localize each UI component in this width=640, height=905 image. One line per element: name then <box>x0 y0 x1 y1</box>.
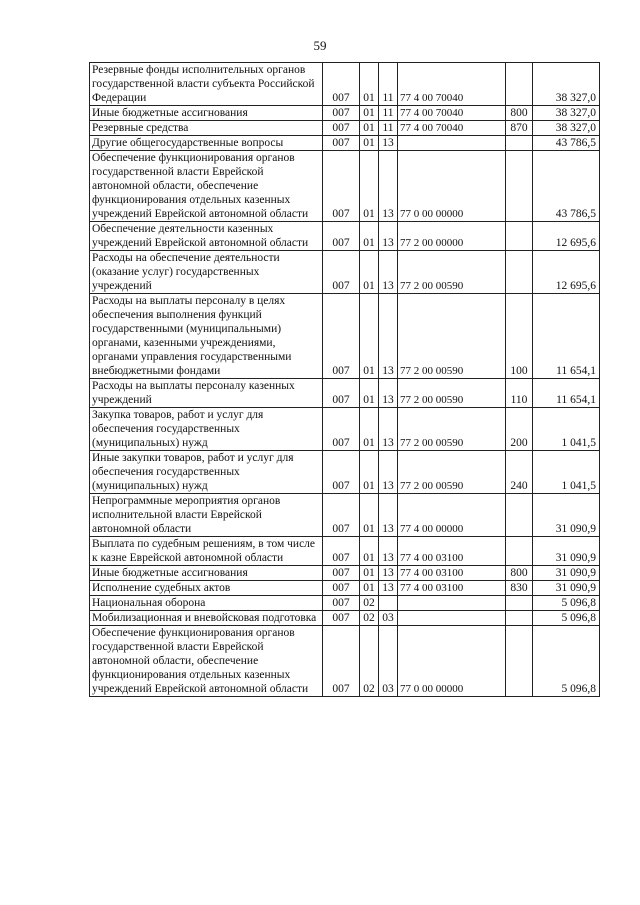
cell-rz: 01 <box>360 151 379 222</box>
cell-sum: 38 327,0 <box>533 121 600 136</box>
cell-pr: 13 <box>379 451 398 494</box>
cell-vr: 110 <box>506 379 533 408</box>
cell-ved: 007 <box>323 151 360 222</box>
cell-sum: 5 096,8 <box>533 626 600 697</box>
table-row <box>90 251 600 294</box>
cell-vr: 200 <box>506 408 533 451</box>
cell-sum: 11 654,1 <box>533 294 600 379</box>
cell-csr: 77 4 00 70040 <box>398 121 506 136</box>
cell-pr: 13 <box>379 222 398 251</box>
table-row <box>90 611 600 626</box>
cell-vr <box>506 151 533 222</box>
cell-ved: 007 <box>323 408 360 451</box>
cell-sum: 5 096,8 <box>533 596 600 611</box>
cell-name: Обеспечение функционирования органов государственной власти Еврейской автономной области, обеспечение функционирования отдельных казенных учреждений Еврейской автономной области <box>90 151 323 222</box>
cell-pr: 13 <box>379 566 398 581</box>
cell-ved: 007 <box>323 121 360 136</box>
cell-name: Иные бюджетные ассигнования <box>90 566 323 581</box>
table-row <box>90 121 600 136</box>
cell-rz: 01 <box>360 136 379 151</box>
cell-name: Обеспечение функционирования органов государственной власти Еврейской автономной области, обеспечение функционирования отдельных казенных учреждений Еврейской автономной области <box>90 626 323 697</box>
cell-vr: 240 <box>506 451 533 494</box>
cell-sum: 12 695,6 <box>533 251 600 294</box>
cell-pr: 13 <box>379 537 398 566</box>
cell-sum: 31 090,9 <box>533 566 600 581</box>
cell-vr <box>506 596 533 611</box>
cell-csr: 77 4 00 00000 <box>398 494 506 537</box>
cell-csr: 77 2 00 00590 <box>398 294 506 379</box>
cell-csr: 77 4 00 03100 <box>398 581 506 596</box>
cell-name: Непрограммные мероприятия органов исполнительной власти Еврейской автономной области <box>90 494 323 537</box>
cell-csr <box>398 596 506 611</box>
cell-pr: 13 <box>379 581 398 596</box>
table-row <box>90 63 600 106</box>
table-row <box>90 408 600 451</box>
cell-rz: 01 <box>360 566 379 581</box>
budget-table <box>89 62 600 697</box>
cell-pr: 13 <box>379 294 398 379</box>
cell-vr <box>506 222 533 251</box>
cell-ved: 007 <box>323 581 360 596</box>
cell-sum: 43 786,5 <box>533 136 600 151</box>
cell-sum: 5 096,8 <box>533 611 600 626</box>
cell-vr <box>506 136 533 151</box>
cell-rz: 01 <box>360 451 379 494</box>
cell-name: Обеспечение деятельности казенных учреждений Еврейской автономной области <box>90 222 323 251</box>
cell-vr: 830 <box>506 581 533 596</box>
cell-ved: 007 <box>323 566 360 581</box>
table-row <box>90 136 600 151</box>
table-row <box>90 566 600 581</box>
cell-rz: 01 <box>360 251 379 294</box>
table-row <box>90 106 600 121</box>
cell-csr: 77 0 00 00000 <box>398 626 506 697</box>
cell-sum: 31 090,9 <box>533 581 600 596</box>
cell-csr: 77 4 00 70040 <box>398 63 506 106</box>
table-row <box>90 596 600 611</box>
cell-rz: 01 <box>360 379 379 408</box>
cell-sum: 11 654,1 <box>533 379 600 408</box>
cell-rz: 01 <box>360 222 379 251</box>
cell-csr: 77 2 00 00000 <box>398 222 506 251</box>
cell-rz: 01 <box>360 63 379 106</box>
cell-name: Национальная оборона <box>90 596 323 611</box>
page-number: 59 <box>313 38 327 53</box>
cell-csr: 77 2 00 00590 <box>398 451 506 494</box>
cell-ved: 007 <box>323 222 360 251</box>
cell-name: Резервные фонды исполнительных органов государственной власти субъекта Российской Федерации <box>90 63 323 106</box>
cell-sum: 12 695,6 <box>533 222 600 251</box>
cell-pr: 11 <box>379 63 398 106</box>
cell-csr: 77 2 00 00590 <box>398 251 506 294</box>
cell-vr <box>506 626 533 697</box>
cell-rz: 01 <box>360 106 379 121</box>
cell-name: Исполнение судебных актов <box>90 581 323 596</box>
cell-vr <box>506 251 533 294</box>
cell-sum: 31 090,9 <box>533 494 600 537</box>
cell-csr <box>398 611 506 626</box>
cell-name: Расходы на выплаты персоналу в целях обеспечения выполнения функций государственными (муниципальными) органами, казенными учреждениями, органами управления государственными внебюджетными фондами <box>90 294 323 379</box>
cell-sum: 1 041,5 <box>533 451 600 494</box>
cell-vr <box>506 611 533 626</box>
cell-csr <box>398 136 506 151</box>
cell-vr <box>506 494 533 537</box>
cell-vr: 800 <box>506 106 533 121</box>
cell-csr: 77 4 00 03100 <box>398 566 506 581</box>
cell-rz: 01 <box>360 537 379 566</box>
cell-ved: 007 <box>323 626 360 697</box>
table-row <box>90 626 600 697</box>
cell-ved: 007 <box>323 596 360 611</box>
cell-vr <box>506 63 533 106</box>
cell-pr: 13 <box>379 151 398 222</box>
cell-rz: 02 <box>360 611 379 626</box>
cell-name: Иные бюджетные ассигнования <box>90 106 323 121</box>
cell-sum: 31 090,9 <box>533 537 600 566</box>
cell-rz: 02 <box>360 626 379 697</box>
table-row <box>90 494 600 537</box>
table-row <box>90 151 600 222</box>
cell-pr: 11 <box>379 106 398 121</box>
cell-pr: 13 <box>379 136 398 151</box>
cell-ved: 007 <box>323 63 360 106</box>
cell-rz: 01 <box>360 581 379 596</box>
cell-name: Мобилизационная и вневойсковая подготовка <box>90 611 323 626</box>
table-row <box>90 379 600 408</box>
cell-name: Расходы на выплаты персоналу казенных учреждений <box>90 379 323 408</box>
cell-name: Выплата по судебным решениям, в том числе к казне Еврейской автономной области <box>90 537 323 566</box>
cell-vr: 100 <box>506 294 533 379</box>
cell-ved: 007 <box>323 251 360 294</box>
cell-ved: 007 <box>323 136 360 151</box>
cell-ved: 007 <box>323 494 360 537</box>
cell-pr: 13 <box>379 251 398 294</box>
cell-sum: 38 327,0 <box>533 63 600 106</box>
cell-name: Другие общегосударственные вопросы <box>90 136 323 151</box>
table-row <box>90 451 600 494</box>
cell-name: Расходы на обеспечение деятельности (оказание услуг) государственных учреждений <box>90 251 323 294</box>
cell-rz: 01 <box>360 121 379 136</box>
table-row <box>90 294 600 379</box>
cell-pr: 13 <box>379 379 398 408</box>
cell-pr: 03 <box>379 626 398 697</box>
cell-ved: 007 <box>323 106 360 121</box>
cell-pr: 13 <box>379 494 398 537</box>
table-row <box>90 222 600 251</box>
cell-pr: 13 <box>379 408 398 451</box>
cell-csr: 77 4 00 03100 <box>398 537 506 566</box>
table-row <box>90 537 600 566</box>
cell-vr: 800 <box>506 566 533 581</box>
cell-pr: 03 <box>379 611 398 626</box>
cell-csr: 77 0 00 00000 <box>398 151 506 222</box>
cell-sum: 1 041,5 <box>533 408 600 451</box>
table-row <box>90 581 600 596</box>
cell-vr: 870 <box>506 121 533 136</box>
cell-ved: 007 <box>323 379 360 408</box>
cell-sum: 43 786,5 <box>533 151 600 222</box>
cell-name: Резервные средства <box>90 121 323 136</box>
cell-csr: 77 2 00 00590 <box>398 408 506 451</box>
cell-name: Иные закупки товаров, работ и услуг для обеспечения государственных (муниципальных) нужд <box>90 451 323 494</box>
cell-pr <box>379 596 398 611</box>
cell-rz: 01 <box>360 294 379 379</box>
cell-sum: 38 327,0 <box>533 106 600 121</box>
cell-ved: 007 <box>323 451 360 494</box>
cell-name: Закупка товаров, работ и услуг для обеспечения государственных (муниципальных) нужд <box>90 408 323 451</box>
cell-rz: 02 <box>360 596 379 611</box>
cell-pr: 11 <box>379 121 398 136</box>
cell-ved: 007 <box>323 294 360 379</box>
cell-rz: 01 <box>360 408 379 451</box>
cell-csr: 77 2 00 00590 <box>398 379 506 408</box>
cell-ved: 007 <box>323 537 360 566</box>
cell-csr: 77 4 00 70040 <box>398 106 506 121</box>
cell-vr <box>506 537 533 566</box>
cell-rz: 01 <box>360 494 379 537</box>
cell-ved: 007 <box>323 611 360 626</box>
